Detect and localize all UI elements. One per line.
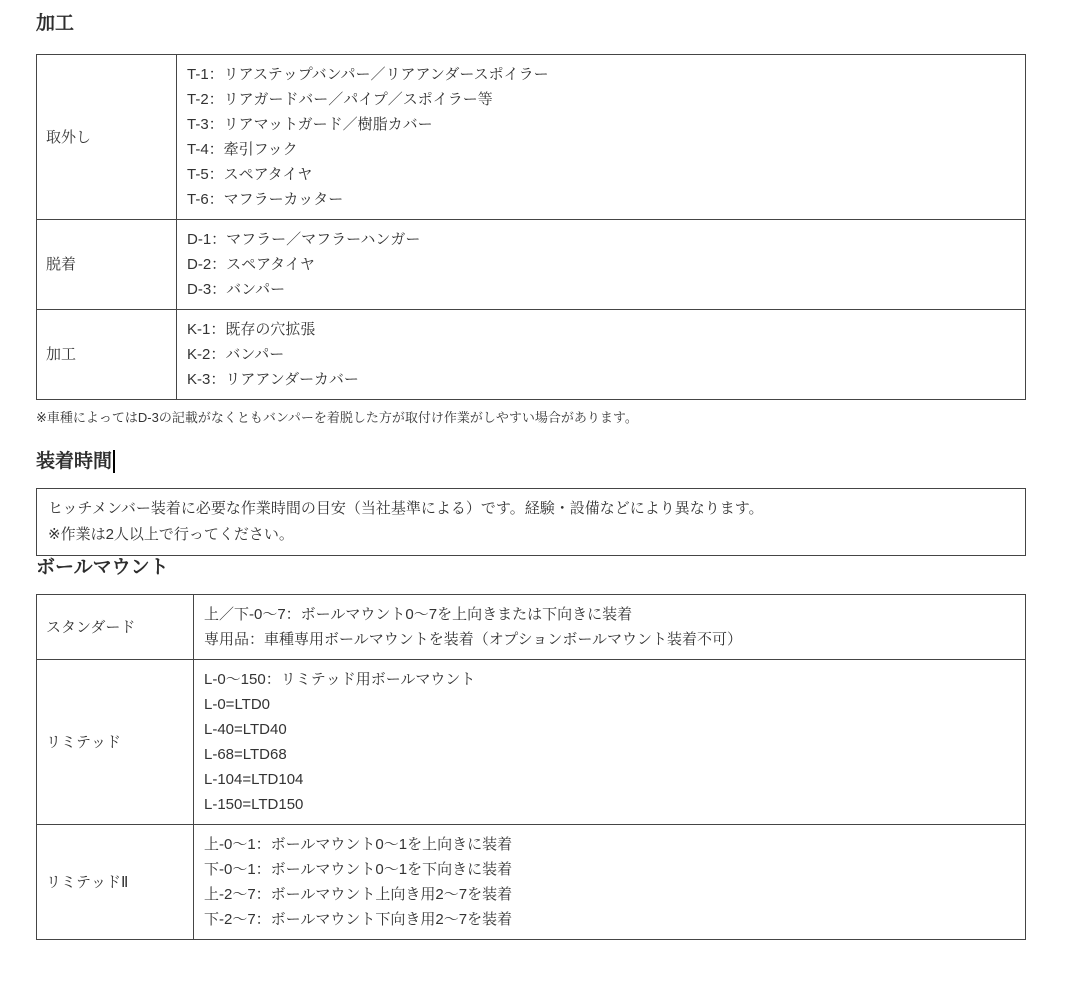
page-content — [36, 0, 1026, 940]
table-row-datchaku — [37, 220, 1026, 310]
table-row-limited2 — [37, 825, 1026, 940]
item-line: 上／下-0～7：ボールマウント0～7を上向きまたは下向きに装着 — [204, 606, 633, 623]
row-label: スタンダード — [37, 595, 194, 660]
table-row-standard — [37, 595, 1026, 660]
souchaku-info-box — [36, 488, 1026, 556]
row-items — [194, 595, 1026, 660]
row-items — [177, 55, 1026, 220]
info-line: ヒッチメンバー装着に必要な作業時間の目安（当社基準による）です。経験・設備などにより異なります。 — [48, 500, 764, 517]
item-line: 専用品：車種専用ボールマウントを装着（オプションボールマウント装着不可） — [204, 631, 743, 648]
section-title-ballmount: ボールマウント — [36, 557, 169, 578]
item-line: T-1：リアステップバンパー／リアアンダースポイラー — [187, 66, 549, 83]
section-title-text: 装着時間 — [36, 451, 113, 472]
kakou-table — [36, 54, 1026, 400]
item-line: D-1：マフラー／マフラーハンガー — [187, 231, 421, 248]
item-line: L-40=LTD40 — [204, 721, 287, 738]
item-line: 上-0～1：ボールマウント0～1を上向きに装着 — [204, 836, 513, 853]
item-line: K-1：既存の穴拡張 — [187, 321, 316, 338]
row-label: リミテッド — [37, 660, 194, 825]
item-line: L-68=LTD68 — [204, 746, 287, 763]
table-row-limited — [37, 660, 1026, 825]
row-items — [177, 310, 1026, 400]
item-line: L-0=LTD0 — [204, 696, 271, 713]
item-line: T-2：リアガードバー／パイプ／スポイラー等 — [187, 91, 493, 108]
section-title-souchaku — [36, 450, 112, 473]
table-row-torihazushi — [37, 55, 1026, 220]
info-line: ※作業は2人以上で行ってください。 — [48, 526, 294, 543]
row-label: 脱着 — [37, 220, 177, 310]
item-line: D-2：スペアタイヤ — [187, 256, 315, 273]
table-row-kakou — [37, 310, 1026, 400]
row-label: 取外し — [37, 55, 177, 220]
item-line: L-0～150：リミテッド用ボールマウント — [204, 671, 476, 688]
row-items — [194, 825, 1026, 940]
item-line: K-2：バンパー — [187, 346, 285, 363]
section-title-kakou: 加工 — [36, 13, 75, 34]
row-items — [177, 220, 1026, 310]
row-items — [194, 660, 1026, 825]
section-heading-souchaku — [36, 450, 1026, 473]
kakou-footnote: ※車種によってはD-3の記載がなくともバンパーを着脱した方が取付け作業がしやすい場合があります。 — [36, 410, 638, 425]
item-line: T-6：マフラーカッター — [187, 191, 344, 208]
item-line: K-3：リアアンダーカバー — [187, 371, 359, 388]
item-line: T-5：スペアタイヤ — [187, 166, 313, 183]
text-cursor-caret — [113, 450, 115, 473]
row-label: 加工 — [37, 310, 177, 400]
item-line: 下-0～1：ボールマウント0～1を下向きに装着 — [204, 861, 513, 878]
item-line: L-150=LTD150 — [204, 796, 304, 813]
item-line: T-3：リアマットガード／樹脂カバー — [187, 116, 433, 133]
item-line: 上-2～7：ボールマウント上向き用2～7を装着 — [204, 886, 513, 903]
row-label: リミテッドⅡ — [37, 825, 194, 940]
item-line: L-104=LTD104 — [204, 771, 304, 788]
ballmount-table — [36, 594, 1026, 940]
item-line: T-4：牽引フック — [187, 141, 298, 158]
item-line: 下-2～7：ボールマウント下向き用2～7を装着 — [204, 911, 513, 928]
item-line: D-3：バンパー — [187, 281, 286, 298]
